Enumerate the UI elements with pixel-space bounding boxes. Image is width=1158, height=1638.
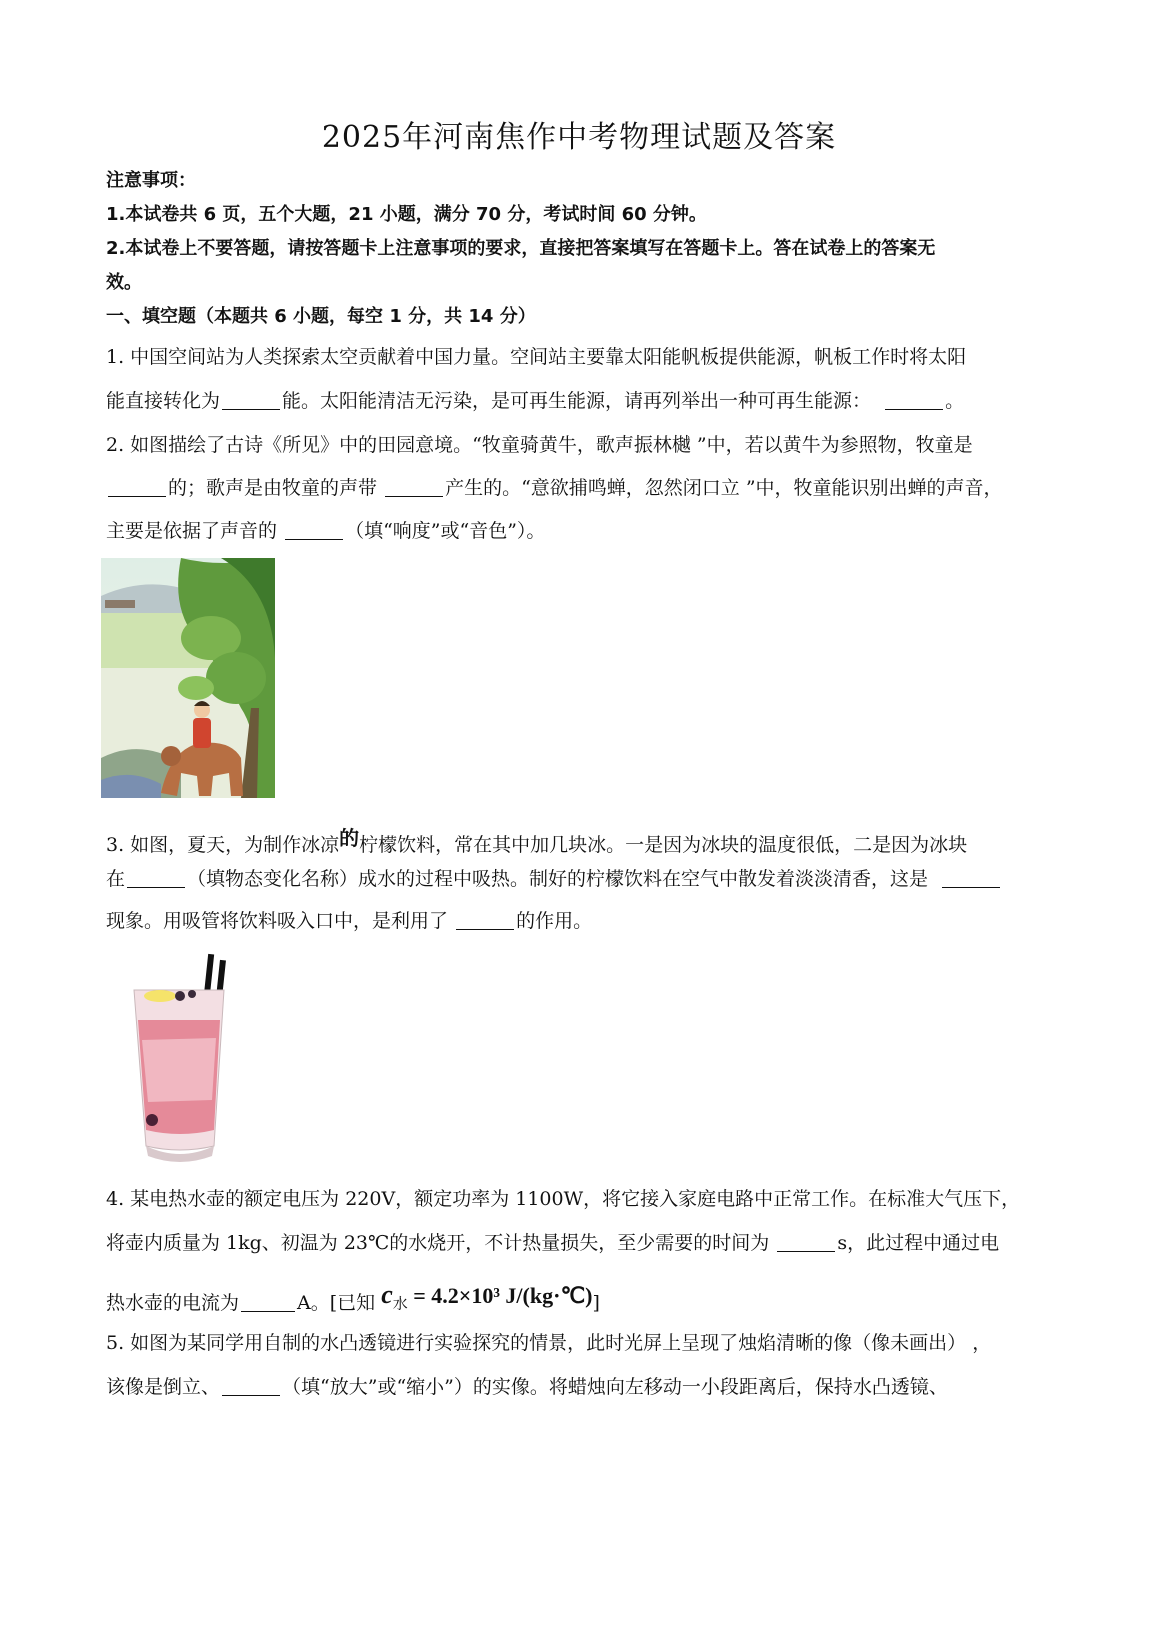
lemon-drink-illustration [120,950,232,1170]
question-3-line-2 [106,864,1002,891]
cowherd-ox-image [101,558,275,798]
q4-text-a: 将壶内质量为 1kg、初温为 23℃的水烧开，不计热量损失，至少需要的时间为 [106,1232,770,1254]
question-5-line-2 [106,1372,948,1399]
q4-text-e: ] [592,1292,600,1314]
q3-text-b: 柠檬饮料，常在其中加几块冰。一是因为冰块的温度很低，二是因为冰块 [359,834,968,856]
page-title: 2025年河南焦作中考物理试题及答案 [321,120,837,155]
notice-item-1: 1.本试卷共 6 页，五个大题，21 小题，满分 70 分，考试时间 60 分钟。 [106,204,707,225]
q1-text-a: 能直接转化为 [106,390,221,412]
formula-rhs: = 4.2×10³ J/(kg·℃) [413,1283,593,1308]
question-3-line-1 [106,822,967,857]
q2-text-a: 的；歌声是由牧童的声带 [168,477,378,499]
question-2-line-3 [106,516,545,543]
q3-text-f: 的作用。 [516,910,593,932]
q2-text-c: 主要是依据了声音的 [106,520,278,542]
q2-text-d: （填“响度”或“音色”）。 [345,520,546,542]
q3-text-e: 现象。用吸管将饮料吸入口中，是利用了 [106,910,449,932]
q1-text-c: 。 [945,390,965,412]
formula-c: c [381,1280,393,1309]
answer-blank [241,1292,295,1312]
cowherd-ox-illustration [101,558,275,798]
q2-text-b: 产生的。“意欲捕鸣蝉，忽然闭口立 ”中，牧童能识别出蝉的声音， [445,477,1003,499]
answer-blank [942,868,1000,888]
q5-text-a: 该像是倒立、 [106,1376,221,1398]
q4-text-d: A。[已知 [297,1292,376,1314]
question-4-line-1: 4. 某电热水壶的额定电压为 220V，额定功率为 1100W，将它接入家庭电路中正常工作。在标准大气压下， [106,1188,1021,1210]
q5-text-b: （填“放大”或“缩小”）的实像。将蜡烛向左移动一小段距离后，保持水凸透镜、 [282,1376,948,1398]
answer-blank [108,477,166,497]
q4-text-b: s，此过程中通过电 [837,1232,1000,1254]
specific-heat-formula [381,1280,593,1313]
notice-item-2-cont: 效。 [106,272,142,293]
formula-sub: 水 [392,1296,408,1313]
lemon-drink-image [120,950,232,1170]
q3-text-a: 3. 如图，夏天，为制作冰凉 [106,834,340,856]
answer-blank [127,868,185,888]
q3-text-c: 在 [106,868,126,890]
answer-blank [222,390,280,410]
answer-blank [456,910,514,930]
question-4-line-3 [106,1280,600,1315]
q4-text-c: 热水壶的电流为 [106,1292,240,1314]
answer-blank [885,390,943,410]
q3-text-de: 的 [339,826,360,850]
q1-text-b: 能。太阳能清洁无污染，是可再生能源，请再列举出一种可再生能源： [282,390,872,412]
question-2-line-2 [106,473,1003,500]
question-5-line-1: 5. 如图为某同学用自制的水凸透镜进行实验探究的情景，此时光屏上呈现了烛焰清晰的像（像未画出） ， [106,1332,992,1354]
question-1-line-1: 1. 中国空间站为人类探索太空贡献着中国力量。空间站主要靠太阳能帆板提供能源，帆板工作时将太阳 [106,346,967,368]
answer-blank [385,477,443,497]
notice-heading: 注意事项： [106,170,196,191]
answer-blank [285,520,343,540]
question-3-line-3 [106,906,592,933]
q3-text-d: （填物态变化名称）成水的过程中吸热。制好的柠檬饮料在空气中散发着淡淡清香，这是 [187,868,929,890]
question-2-line-1: 2. 如图描绘了古诗《所见》中的田园意境。“牧童骑黄牛，歌声振林樾 ”中，若以黄牛为参照物，牧童是 [106,434,973,456]
answer-blank [777,1232,835,1252]
question-1-line-2 [106,386,964,413]
question-4-line-2 [106,1228,999,1255]
answer-blank [222,1376,280,1396]
notice-item-2: 2.本试卷上不要答题，请按答题卡上注意事项的要求，直接把答案填写在答题卡上。答在试卷上的答案无 [106,238,936,259]
section-1-heading: 一、填空题（本题共 6 小题，每空 1 分，共 14 分） [106,306,536,327]
